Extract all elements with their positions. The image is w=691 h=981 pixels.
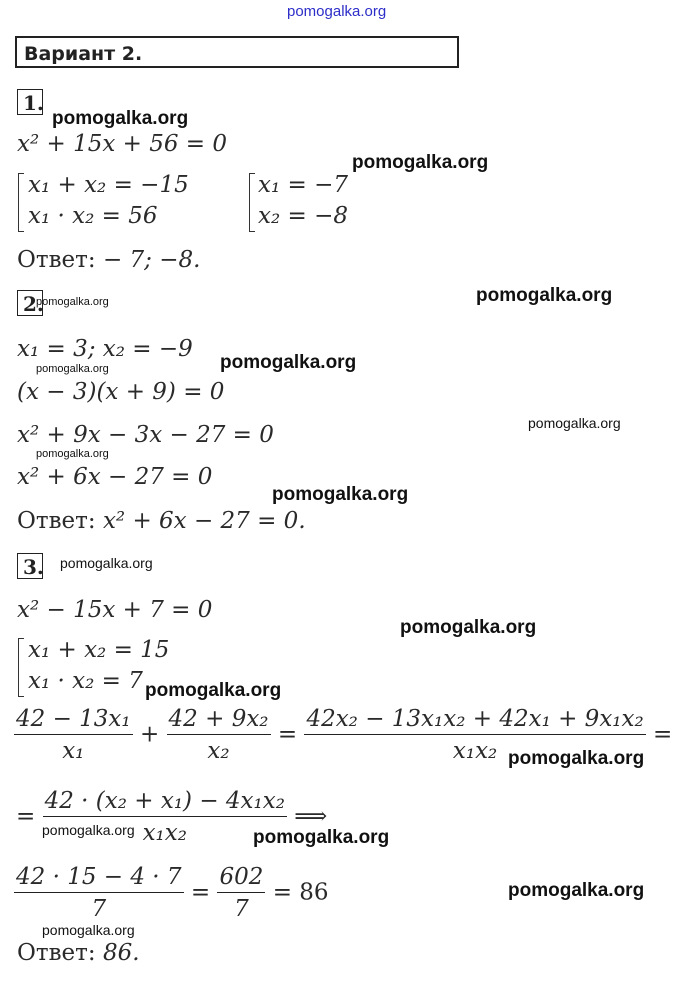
fraction-expression: [14, 866, 329, 921]
watermark: pomogalka.org: [528, 415, 621, 431]
watermark: pomogalka.org: [400, 617, 537, 638]
watermark: pomogalka.org: [508, 748, 645, 769]
watermark: pomogalka.org: [253, 827, 390, 848]
answer-value: x² + 6x − 27 = 0.: [102, 508, 306, 534]
given-roots: x₁ = 3; x₂ = −9: [17, 336, 193, 362]
watermark: pomogalka.org: [220, 352, 357, 373]
vieta-sum: x₁ + x₂ = 15: [28, 637, 170, 663]
watermark: pomogalka.org: [476, 285, 613, 306]
equation: x² + 15x + 56 = 0: [17, 131, 228, 157]
answer-label: Ответ:: [17, 508, 96, 534]
equals-sign: =: [16, 803, 36, 830]
task-number: 1.: [17, 89, 43, 115]
fraction: $\frac{42 \cdot 15 - 4 \cdot 7}{7}$: [16, 864, 182, 922]
vieta-sum: x₁ + x₂ = −15: [28, 172, 189, 198]
fraction: $\frac{602}{7}$: [219, 864, 264, 922]
watermark: pomogalka.org: [52, 108, 189, 129]
fraction-expression: [14, 708, 672, 763]
answer-value: 86.: [102, 940, 140, 966]
variant-header: [15, 36, 459, 68]
fraction: $\frac{\text{42x₂ − 13x₁x₂ + 42x₁ + 9x₁x₂}}{\text{x₁x₂}}$: [306, 706, 644, 764]
equation: x² − 15x + 7 = 0: [17, 597, 213, 623]
system-bracket: [18, 638, 24, 697]
fraction: $\frac{\text{42 − 13x₁}}{\text{x₁}}$: [16, 706, 131, 764]
answer-value: − 7; −8.: [102, 247, 201, 273]
fraction: $\frac{\text{42 · (x₂ + x₁) − 4x₁x₂}}{\text{x₁x₂}}$: [44, 788, 285, 846]
vieta-product: x₁ · x₂ = 7: [28, 668, 143, 694]
vieta-product: x₁ · x₂ = 56: [28, 203, 158, 229]
answer-label: Ответ:: [17, 940, 96, 966]
answer-line: [17, 249, 200, 272]
answer-label: Ответ:: [17, 247, 96, 273]
system-bracket: [18, 173, 24, 232]
watermark: pomogalka.org: [508, 880, 645, 901]
fraction: $\frac{\text{42 + 9x₂}}{\text{x₂}}$: [168, 706, 269, 764]
watermark: pomogalka.org: [42, 922, 135, 938]
result: = 86: [272, 879, 329, 906]
equals-sign: =: [190, 879, 211, 906]
watermark: pomogalka.org: [272, 484, 409, 505]
answer-line: [17, 510, 306, 533]
watermark: pomogalka.org: [287, 3, 387, 20]
task-number: 3.: [17, 553, 43, 579]
watermark: pomogalka.org: [36, 363, 109, 375]
root-1: x₁ = −7: [258, 172, 348, 198]
watermark: pomogalka.org: [36, 296, 109, 308]
equals-sign: =: [653, 721, 673, 748]
watermark: pomogalka.org: [352, 152, 489, 173]
answer-line: [17, 942, 140, 965]
simplified-form: x² + 6x − 27 = 0: [17, 464, 213, 490]
factored-form: (x − 3)(x + 9) = 0: [17, 379, 225, 405]
task-number: 2.: [17, 290, 43, 316]
root-2: x₂ = −8: [258, 203, 348, 229]
watermark: pomogalka.org: [145, 680, 282, 701]
watermark: pomogalka.org: [36, 448, 109, 460]
plus-sign: +: [139, 721, 160, 748]
equals-sign: =: [277, 721, 298, 748]
variant-title: Вариант 2.: [24, 43, 143, 65]
expanded-form: x² + 9x − 3x − 27 = 0: [17, 422, 274, 448]
roots-bracket: [249, 173, 255, 232]
watermark: pomogalka.org: [60, 555, 153, 571]
implies-arrow: ⟹: [294, 803, 328, 830]
watermark: pomogalka.org: [42, 822, 135, 838]
fraction-expression: [16, 790, 327, 845]
